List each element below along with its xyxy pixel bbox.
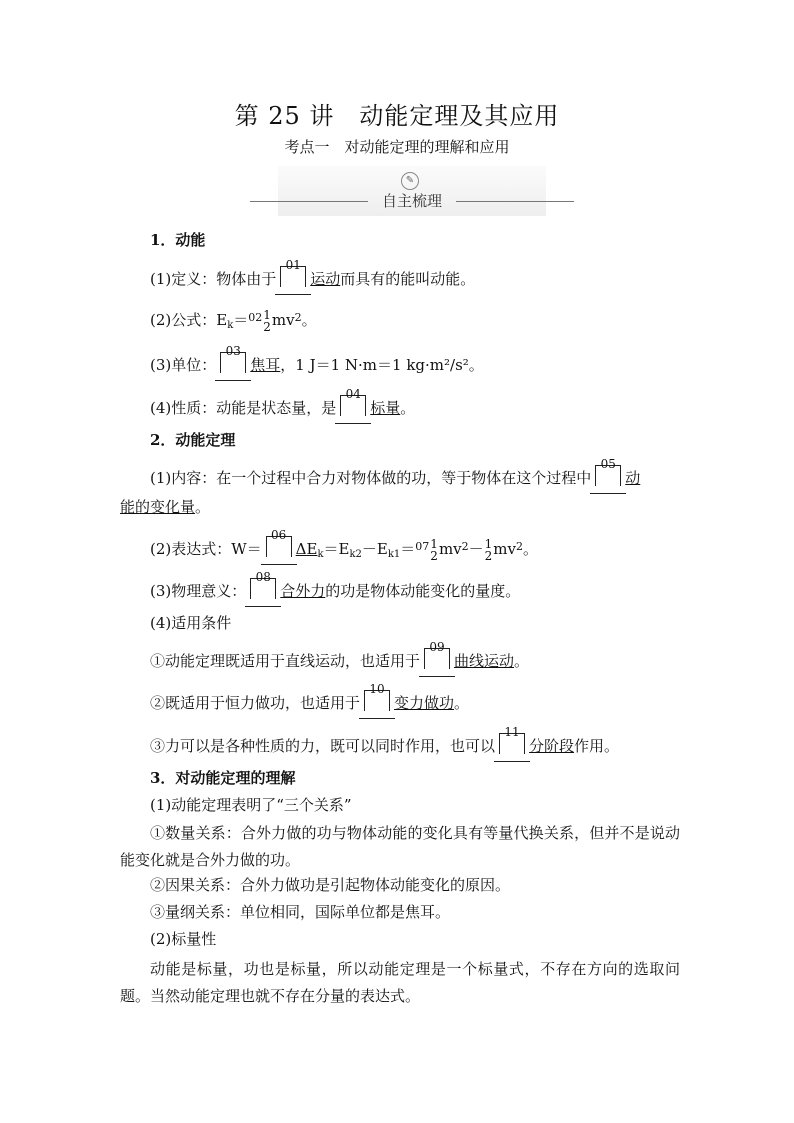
line-condition-2: ②既适用于恒力做功，也适用于 10 变力做功。 [150,682,470,712]
paragraph-quantity: ①数量关系：合外力做的功与物体动能的变化具有等量代换关系，但并不是说动能变化就是合外力做的功。 [120,824,680,869]
line-content-cont: 能的变化量。 [120,498,211,516]
line-expression: (2)表达式：W＝ 06 $\Delta E_k=E_{k2}-E_{k1}=^{07}$ 1 2 $mv^2-$ 1 2 $mv^2$。 [150,528,539,563]
blank-box-08: 08 [250,578,276,599]
line-meaning: (3)物理意义： 08 合外力的功是物体动能变化的量度。 [150,570,521,600]
line-three-relations: (1)动能定理表明了“三个关系” [150,796,352,814]
paragraph-scalar: 动能是标量，功也是标量，所以动能定理是一个标量式，不存在方向的选取问题。当然动能定理也就不存在分量的表达式。 [120,960,680,1005]
section-banner [250,166,574,218]
page-title: 第 25 讲 动能定理及其应用 [234,102,560,130]
line-dimension: ③量纲关系：单位相同，国际单位都是焦耳。 [150,903,451,921]
heading-theorem: 2．动能定理 [150,431,236,449]
fraction-half-a: 1 2 [430,537,438,563]
line-condition-1: ①动能定理既适用于直线运动，也适用于 09 曲线运动。 [150,640,530,670]
blank-box-05: 05 [595,465,621,486]
blank-box-10: 10 [364,690,390,711]
line-definition: (1)定义：物体由于 01 运动而具有的能叫动能。 [150,258,476,288]
blank-box-06: 06 [266,536,292,557]
heading-understanding: 3．对动能定理的理解 [150,769,296,787]
line-conditions: (4)适用条件 [150,614,232,632]
line-unit: (3)单位： 03 焦耳，1 J＝1 N·m＝1 kg·m²/s²。 [150,344,484,374]
banner-divider-right [456,201,574,202]
banner-label: 自主梳理 [381,192,442,210]
blank-box-01: 01 [280,266,306,287]
fraction-half: 1 2 [263,308,271,334]
heading-kinetic-energy: 1．动能 [150,231,206,249]
line-condition-3: ③力可以是各种性质的力，既可以同时作用，也可以 11 分阶段作用。 [150,725,620,755]
blank-box-11: 11 [499,733,525,754]
leaf-icon: ✎ [401,172,419,190]
line-scalar: (2)标量性 [150,930,217,948]
page-subtitle: 考点一 对动能定理的理解和应用 [284,138,510,156]
blank-box-09: 09 [424,648,450,669]
line-formula: (2)公式：$E_k=^{02}$ 1 2 $mv^2$。 [150,308,317,334]
line-causal: ②因果关系：合外力做功是引起物体动能变化的原因。 [150,876,511,894]
banner-divider-left [250,201,368,202]
line-content: (1)内容：在一个过程中合力对物体做的功，等于物体在这个过程中 05 动 [150,457,641,487]
fraction-half-b: 1 2 [484,537,493,563]
blank-box-04: 04 [340,395,366,416]
blank-box-03: 03 [220,352,246,373]
line-property: (4)性质：动能是状态量，是 04 标量。 [150,387,416,417]
